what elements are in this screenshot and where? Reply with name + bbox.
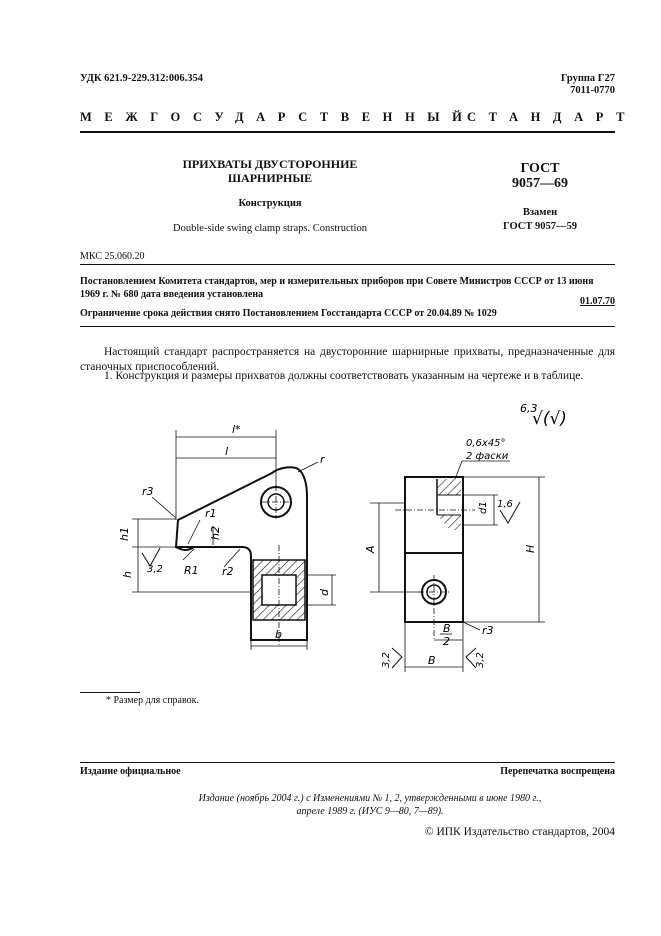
gost-number: 9057—69 xyxy=(512,176,568,191)
title-subtitle: Конструкция xyxy=(238,198,302,209)
decree-limitation: Ограничение срока действия снято Постановлением Госстандарта СССР от 20.04.89 № 1029 xyxy=(80,308,497,319)
dim-d: d xyxy=(318,589,331,596)
decree-text: Постановлением Комитета стандартов, мер и измерительных приборов при Совете Министров СССР от 13 июня 1969 г. № 680 дата введения установлена xyxy=(80,276,594,300)
dim-r3-right: r3 xyxy=(482,624,494,637)
front-view xyxy=(370,461,545,672)
roughness-left: 3,2 xyxy=(147,564,163,575)
decree-date: 01.07.70 xyxy=(580,296,615,307)
replaces-gost: ГОСТ 9057—59 xyxy=(503,221,577,232)
roughness-bottom-left: 3,2 xyxy=(381,652,392,668)
title-english: Double-side swing clamp straps. Construction xyxy=(173,223,367,234)
footnote-rule xyxy=(80,692,140,693)
dim-B: B xyxy=(428,654,436,667)
dim-l: l xyxy=(225,445,229,458)
paragraph-construction: 1. Конструкция и размеры прихватов должны соответствовать указанным на чертеже и в таблице. xyxy=(104,370,584,382)
banner-interstate: МЕЖГОСУДАРСТВЕННЫЙ xyxy=(80,110,475,124)
dim-r3-left: r3 xyxy=(142,485,154,498)
gost-label: ГОСТ xyxy=(520,161,560,176)
chamfer-count: 2 фаски xyxy=(466,451,509,462)
dim-A: A xyxy=(364,545,377,553)
udk-code: УДК 621.9-229.312:006.354 xyxy=(80,73,203,84)
banner-standard: СТАНДАРТ xyxy=(467,110,638,124)
side-view xyxy=(132,430,336,650)
roughness-value: 6,3 xyxy=(520,402,538,415)
dim-r1: r1 xyxy=(205,507,217,520)
dim-H: H xyxy=(524,544,537,553)
edition-line1: Издание (ноябрь 2004 г.) с Изменениями № 1, 2, утвержденными в июне 1980 г., xyxy=(198,793,542,804)
official-edition: Издание официальное xyxy=(80,766,181,777)
roughness-1-6: 1,6 xyxy=(497,499,513,510)
dim-l-star: l* xyxy=(232,423,241,436)
paragraph-scope: Настоящий стандарт распространяется на двусторонние шарнирные прихваты, предназначенные для станочных приспособлений. xyxy=(80,346,615,373)
dim-h2: h2 xyxy=(209,526,222,540)
dim-d1: d1 xyxy=(478,501,489,514)
dim-b: b xyxy=(275,628,282,641)
title-line2: ШАРНИРНЫЕ xyxy=(227,171,313,185)
dim-R1: R1 xyxy=(184,564,199,577)
mks-code: МКС 25.060.20 xyxy=(80,251,145,262)
title-line1: ПРИХВАТЫ ДВУСТОРОННИЕ xyxy=(182,157,358,171)
chamfer-size: 0,6x45° xyxy=(466,438,506,449)
footer-rule xyxy=(80,762,615,763)
edition-line2: апреле 1989 г. (ИУС 9—80, 7—89). xyxy=(296,806,444,817)
dim-B-half-num: B xyxy=(443,622,451,635)
roughness-bottom-right: 3,2 xyxy=(475,652,486,668)
group-code: Группа Г27 xyxy=(560,73,615,84)
reprint-prohibited: Перепечатка воспрещена xyxy=(500,766,615,777)
dim-h1: h1 xyxy=(118,527,131,541)
replaces-label: Взамен xyxy=(522,207,558,218)
footnote: * Размер для справок. xyxy=(106,695,199,706)
dim-h: h xyxy=(121,571,134,578)
copyright: © ИПК Издательство стандартов, 2004 xyxy=(424,826,615,838)
okp-code: 7011-0770 xyxy=(570,85,615,96)
dim-B-half-den: 2 xyxy=(443,635,450,648)
roughness-symbol: √(√) xyxy=(532,409,567,429)
dim-r: r xyxy=(320,453,325,466)
dim-r2: r2 xyxy=(222,565,234,578)
